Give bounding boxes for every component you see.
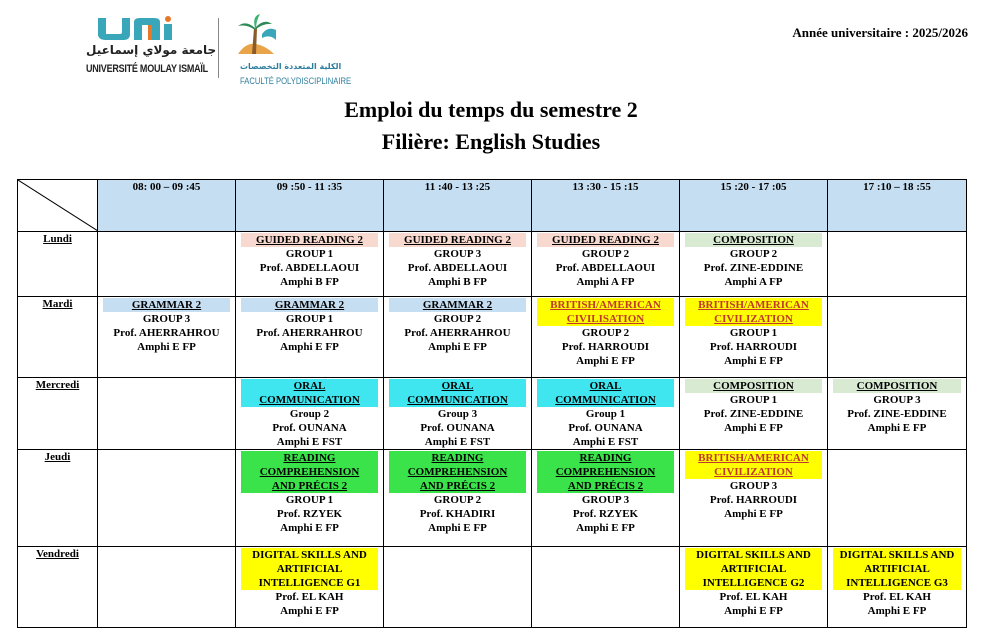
course-name	[241, 233, 378, 247]
professor-name: Prof. AHERRAHROU	[256, 327, 363, 339]
room-label: Amphi B FP	[428, 276, 487, 288]
group-label: GROUP 2	[433, 494, 482, 506]
time-slot-header: 11 :40 - 13 :25	[384, 180, 532, 232]
course-name-line: COMPREHENSION	[407, 466, 508, 478]
course-name-line: COMPREHENSION	[555, 466, 656, 478]
course-name-line: READING	[283, 452, 336, 464]
course-name	[241, 451, 378, 493]
course-name-line: ARTIFICIAL	[276, 563, 343, 575]
class-slot	[236, 450, 384, 547]
corner-cell	[18, 180, 98, 232]
room-label: Amphi E FP	[137, 341, 196, 353]
professor-name: Prof. HARROUDI	[561, 341, 650, 353]
class-slot	[828, 378, 967, 450]
professor-name: Prof. ZINE-EDDINE	[847, 408, 947, 420]
empty-slot	[98, 547, 236, 628]
class-slot	[236, 297, 384, 378]
course-name-line: READING	[579, 452, 632, 464]
day-label: Jeudi	[18, 450, 98, 547]
class-slot	[532, 297, 680, 378]
course-name-line: GUIDED READING 2	[256, 234, 363, 246]
course-name-line: CIVILISATION	[566, 313, 645, 325]
course-name	[685, 379, 822, 393]
day-label: Mercredi	[18, 378, 98, 450]
group-label: GROUP 1	[729, 327, 778, 339]
room-label: Amphi E FP	[280, 341, 339, 353]
course-name-line: COMPREHENSION	[259, 466, 360, 478]
class-slot	[680, 547, 828, 628]
group-label: GROUP 2	[433, 313, 482, 325]
professor-name: Prof. KHADIRI	[419, 508, 496, 520]
timetable-row	[18, 450, 967, 547]
professor-name: Prof. RZYEK	[572, 508, 639, 520]
course-name-line: ARTIFICIAL	[720, 563, 787, 575]
course-name-line: COMMUNICATION	[555, 394, 656, 406]
course-name-line: DIGITAL SKILLS AND	[252, 549, 367, 561]
course-name	[685, 548, 822, 590]
class-slot	[680, 378, 828, 450]
group-label: GROUP 3	[142, 313, 191, 325]
course-name	[833, 379, 961, 393]
group-label: GROUP 2	[729, 248, 778, 260]
course-name-line: ORAL	[293, 380, 326, 392]
course-name-line: INTELLIGENCE G3	[846, 577, 948, 589]
room-label: Amphi E FP	[428, 522, 487, 534]
room-label: Amphi E FP	[280, 522, 339, 534]
course-name-line: CIVILIZATION	[714, 466, 793, 478]
timetable-row	[18, 547, 967, 628]
professor-name: Prof. AHERRAHROU	[404, 327, 511, 339]
room-label: Amphi E FP	[724, 508, 783, 520]
professor-name: Prof. ZINE-EDDINE	[703, 408, 804, 420]
professor-name: Prof. ABDELLAOUI	[555, 262, 656, 274]
empty-slot	[828, 450, 967, 547]
class-slot	[384, 232, 532, 297]
course-name	[833, 548, 961, 590]
empty-slot	[532, 547, 680, 628]
professor-name: Prof. HARROUDI	[709, 494, 798, 506]
time-slot-header: 13 :30 - 15 :15	[532, 180, 680, 232]
course-name-line: GRAMMAR 2	[131, 299, 202, 311]
course-name-line: ARTIFICIAL	[864, 563, 930, 575]
empty-slot	[98, 378, 236, 450]
class-slot	[98, 297, 236, 378]
group-label: GROUP 2	[581, 327, 630, 339]
professor-name: Prof. EL KAH	[275, 591, 344, 603]
course-name-line: GRAMMAR 2	[274, 299, 345, 311]
course-name-line: ORAL	[441, 380, 474, 392]
class-slot	[384, 378, 532, 450]
course-name-line: AND PRÉCIS 2	[419, 480, 496, 492]
class-slot	[384, 297, 532, 378]
empty-slot	[98, 232, 236, 297]
professor-name: Prof. OUNANA	[568, 422, 643, 434]
course-name	[241, 298, 378, 312]
faculty-logo-latin: FACULTÉ POLYDISCIPLINAIRE	[240, 76, 352, 86]
course-name	[537, 298, 674, 326]
professor-name: Prof. ABDELLAOUI	[259, 262, 360, 274]
page-subtitle: Filière: English Studies	[381, 129, 601, 154]
umi-logo-mark	[98, 16, 194, 42]
group-label: GROUP 1	[285, 313, 334, 325]
professor-name: Prof. EL KAH	[719, 591, 788, 603]
umi-logo	[86, 14, 217, 84]
group-label: GROUP 1	[285, 248, 334, 260]
professor-name: Prof. OUNANA	[420, 422, 495, 434]
professor-name: Prof. EL KAH	[863, 591, 931, 603]
umi-logo-latin: UNIVERSITÉ MOULAY ISMAÏL	[86, 63, 208, 75]
class-slot	[680, 232, 828, 297]
empty-slot	[828, 297, 967, 378]
timetable-row	[18, 297, 967, 378]
professor-name: Prof. ABDELLAOUI	[407, 262, 508, 274]
class-slot	[532, 450, 680, 547]
course-name-line: CIVILIZATION	[714, 313, 793, 325]
room-label: Amphi E FP	[280, 605, 339, 617]
course-name	[241, 379, 378, 407]
course-name-line: COMMUNICATION	[259, 394, 360, 406]
professor-name: Prof. AHERRAHROU	[113, 327, 220, 339]
room-label: Amphi A FP	[724, 276, 783, 288]
class-slot	[532, 378, 680, 450]
course-name	[685, 233, 822, 247]
group-label: GROUP 1	[285, 494, 334, 506]
empty-slot	[98, 450, 236, 547]
course-name-line: ORAL	[589, 380, 622, 392]
room-label: Amphi E FP	[428, 341, 487, 353]
professor-name: Prof. OUNANA	[272, 422, 347, 434]
course-name	[103, 298, 230, 312]
course-name-line: INTELLIGENCE G2	[702, 577, 805, 589]
class-slot	[680, 297, 828, 378]
room-label: Amphi E FP	[724, 422, 783, 434]
group-label: Group 2	[289, 408, 330, 420]
timetable-row	[18, 378, 967, 450]
course-name-line: AND PRÉCIS 2	[271, 480, 348, 492]
time-slot-header: 08: 00 – 09 :45	[98, 180, 236, 232]
day-label: Mardi	[18, 297, 98, 378]
group-label: GROUP 3	[433, 248, 482, 260]
time-slot-header: 09 :50 - 11 :35	[236, 180, 384, 232]
professor-name: Prof. RZYEK	[276, 508, 343, 520]
page-title: Emploi du temps du semestre 2	[344, 97, 638, 122]
course-name	[241, 548, 378, 590]
room-label: Amphi E FP	[724, 355, 783, 367]
class-slot	[236, 547, 384, 628]
course-name-line: COMPOSITION	[713, 234, 794, 246]
palm-tree-icon	[232, 14, 278, 58]
umi-logo-arabic: جامعة مولاي إسماعيل	[86, 43, 217, 57]
course-name	[685, 451, 822, 479]
course-name	[537, 379, 674, 407]
group-label: GROUP 2	[581, 248, 630, 260]
room-label: Amphi B FP	[280, 276, 339, 288]
class-slot	[236, 378, 384, 450]
class-slot	[236, 232, 384, 297]
course-name	[685, 298, 822, 326]
faculty-logo	[228, 14, 352, 86]
time-slot-header: 15 :20 - 17 :05	[680, 180, 828, 232]
course-name-line: COMMUNICATION	[407, 394, 508, 406]
course-name-line: COMPOSITION	[713, 380, 794, 392]
class-slot	[384, 450, 532, 547]
course-name-line: READING	[431, 452, 484, 464]
room-label: Amphi E FP	[867, 605, 927, 617]
course-name	[389, 379, 526, 407]
course-name-line: BRITISH/AMERICAN	[550, 299, 661, 311]
course-name	[389, 298, 526, 312]
course-name-line: INTELLIGENCE G1	[258, 577, 361, 589]
course-name-line: GUIDED READING 2	[404, 234, 511, 246]
group-label: GROUP 3	[581, 494, 630, 506]
empty-slot	[828, 232, 967, 297]
group-label: GROUP 1	[729, 394, 778, 406]
time-slot-header: 17 :10 – 18 :55	[828, 180, 967, 232]
room-label: Amphi E FP	[576, 355, 635, 367]
professor-name: Prof. ZINE-EDDINE	[703, 262, 804, 274]
room-label: Amphi E FST	[572, 436, 639, 448]
course-name-line: DIGITAL SKILLS AND	[839, 549, 955, 561]
course-name	[537, 233, 674, 247]
course-name-line: COMPOSITION	[856, 380, 938, 392]
course-name-line: DIGITAL SKILLS AND	[696, 549, 811, 561]
course-name	[389, 451, 526, 493]
timetable-row	[18, 232, 967, 297]
room-label: Amphi A FP	[576, 276, 635, 288]
group-label: Group 1	[585, 408, 626, 420]
class-slot	[532, 232, 680, 297]
academic-year: Année universitaire : 2025/2026	[792, 25, 968, 40]
class-slot	[828, 547, 967, 628]
group-label: GROUP 3	[729, 480, 778, 492]
group-label: Group 3	[437, 408, 478, 420]
course-name-line: GUIDED READING 2	[552, 234, 659, 246]
timetable-header-row	[18, 180, 967, 232]
faculty-logo-arabic: الكلية المتعددة التخصصات	[240, 62, 342, 71]
course-name-line: BRITISH/AMERICAN	[698, 452, 809, 464]
room-label: Amphi E FP	[867, 422, 927, 434]
course-name-line: BRITISH/AMERICAN	[698, 299, 809, 311]
group-label: GROUP 3	[873, 394, 921, 406]
day-label: Lundi	[18, 232, 98, 297]
room-label: Amphi E FST	[276, 436, 343, 448]
course-name	[389, 233, 526, 247]
timetable	[17, 179, 967, 628]
logo-separator	[218, 18, 219, 78]
professor-name: Prof. HARROUDI	[709, 341, 798, 353]
room-label: Amphi E FP	[724, 605, 783, 617]
empty-slot	[384, 547, 532, 628]
course-name	[537, 451, 674, 493]
course-name-line: AND PRÉCIS 2	[567, 480, 644, 492]
room-label: Amphi E FP	[576, 522, 635, 534]
day-label: Vendredi	[18, 547, 98, 628]
room-label: Amphi E FST	[424, 436, 491, 448]
corner-diagonal	[18, 180, 98, 231]
class-slot	[680, 450, 828, 547]
course-name-line: GRAMMAR 2	[422, 299, 493, 311]
